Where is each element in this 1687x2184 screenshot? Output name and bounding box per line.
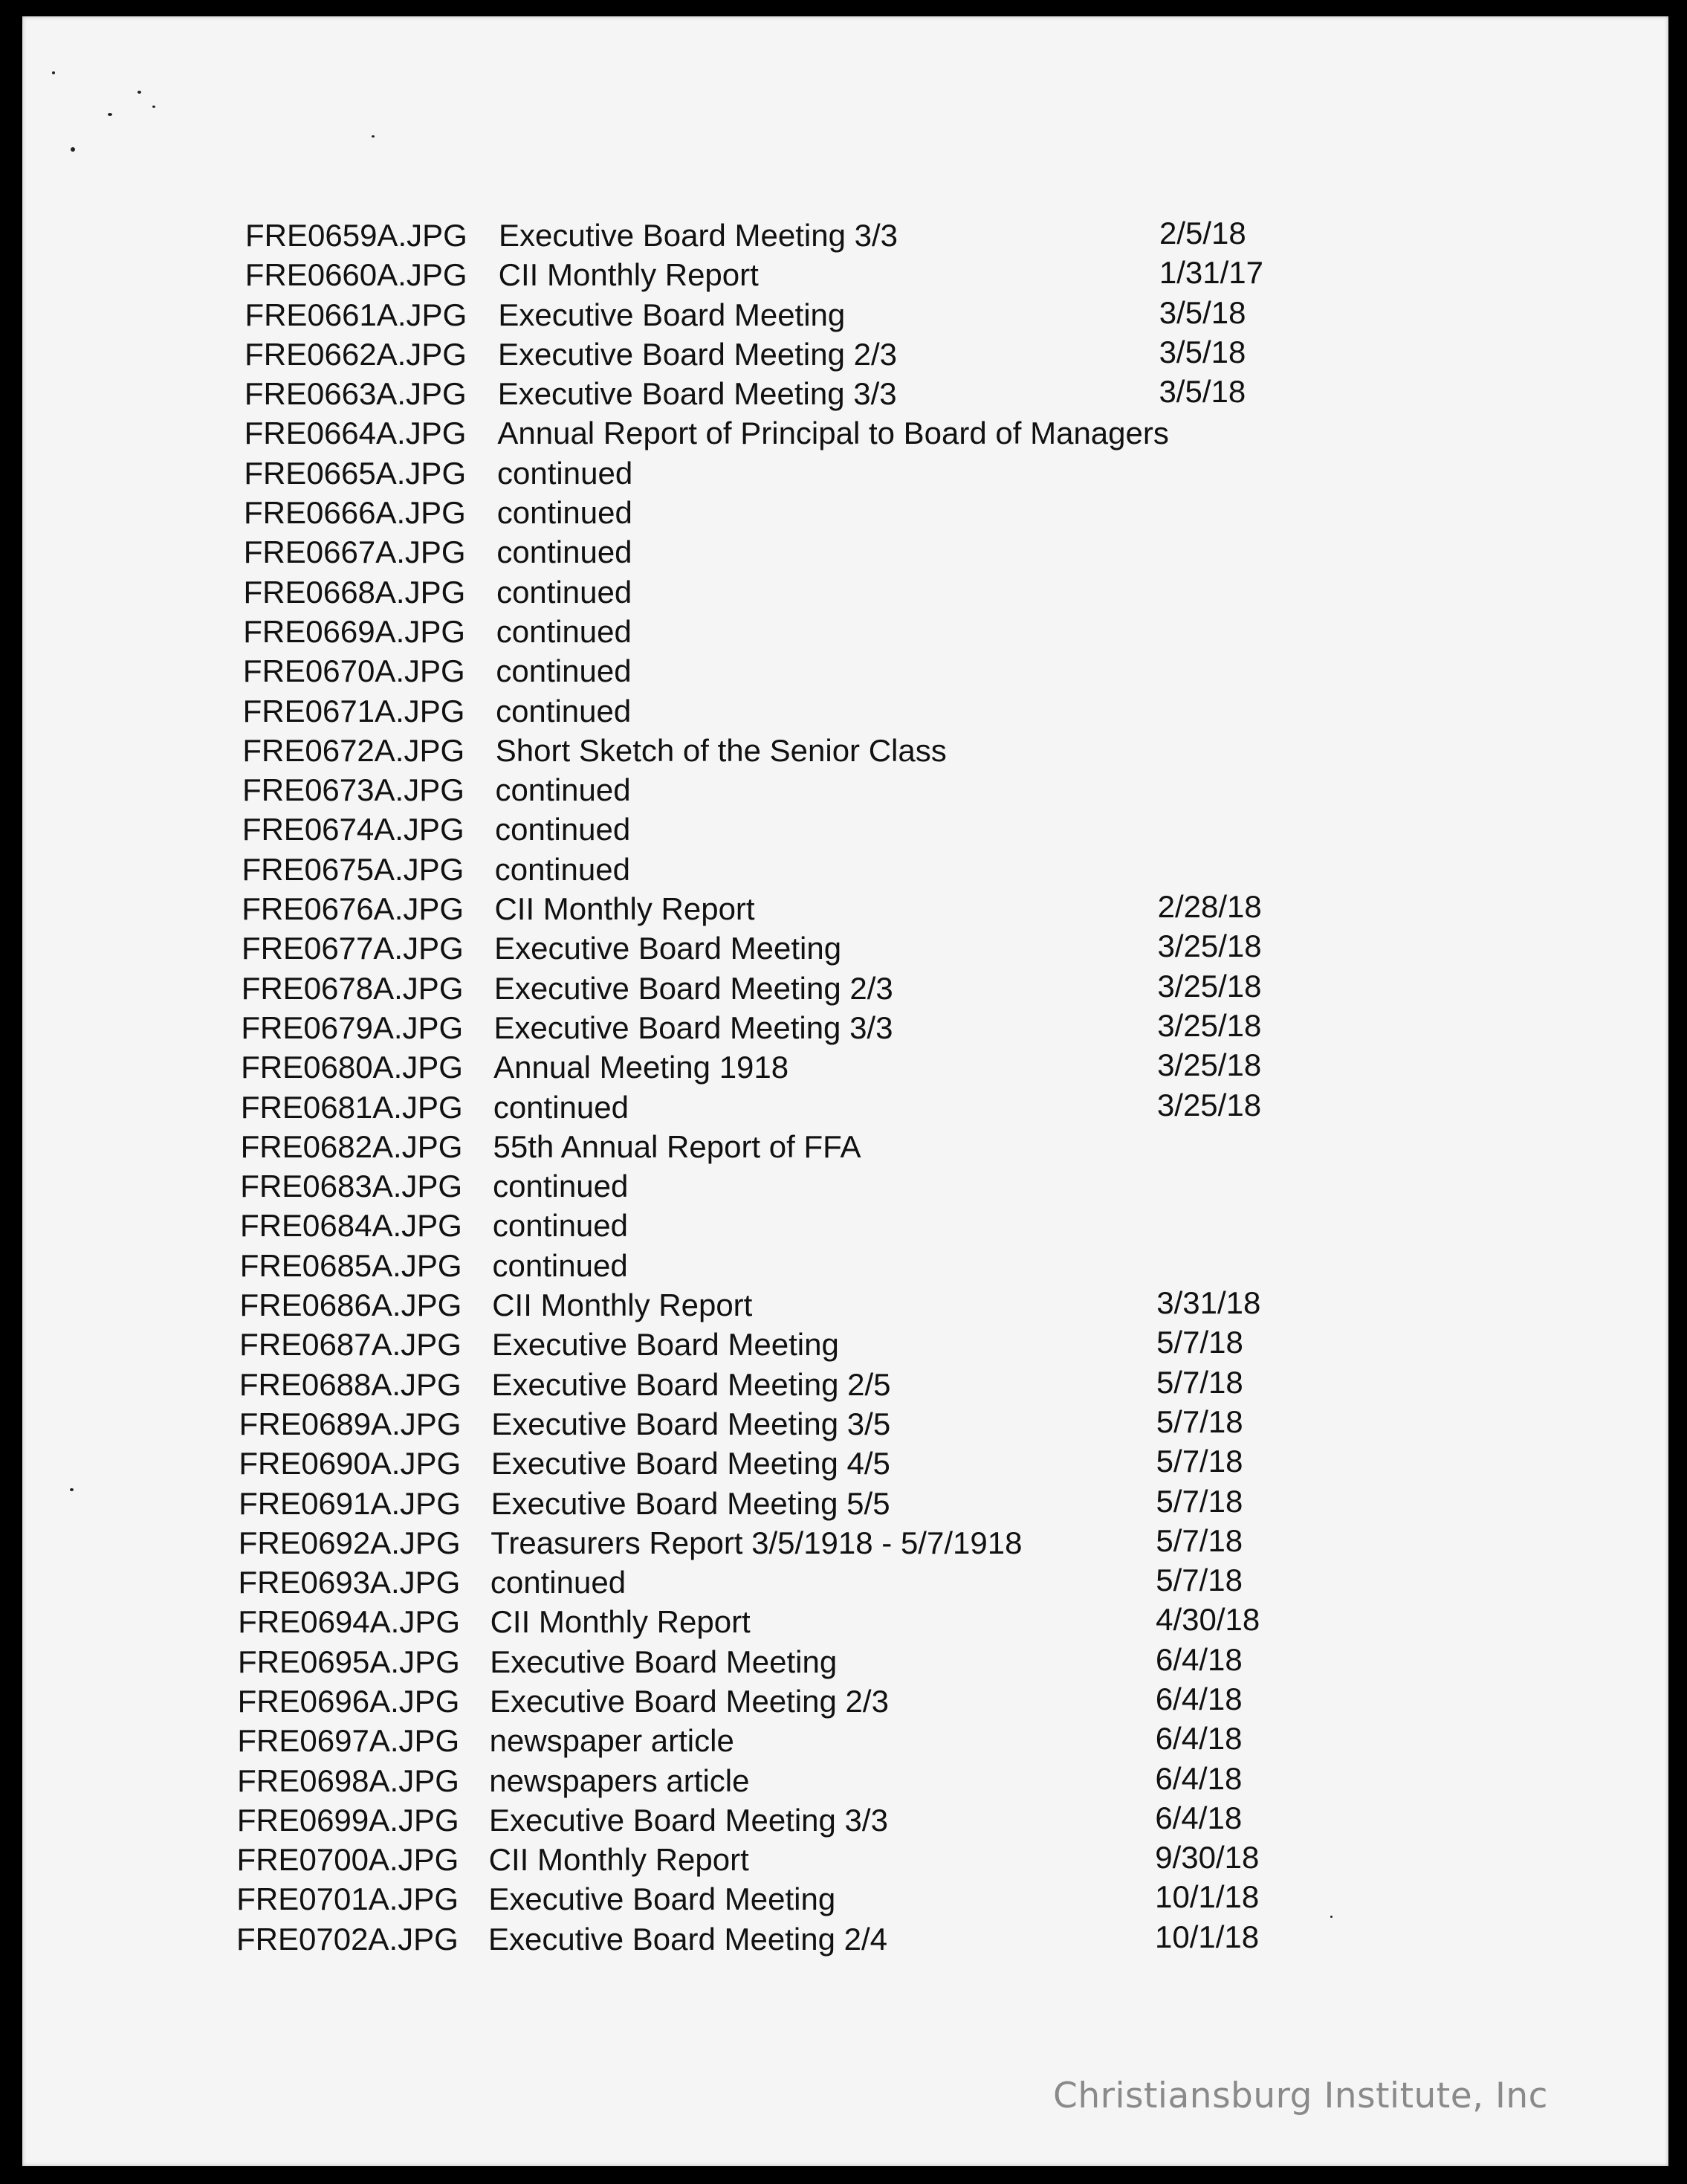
list-item bbox=[22, 1840, 1668, 1879]
list-item bbox=[22, 612, 1668, 651]
description: Executive Board Meeting 4/5 bbox=[490, 1446, 890, 1482]
list-item bbox=[22, 1444, 1668, 1483]
description: Executive Board Meeting 2/3 bbox=[489, 1683, 889, 1719]
description: continued bbox=[496, 613, 632, 649]
date: 5/7/18 bbox=[1156, 1364, 1243, 1400]
date: 3/5/18 bbox=[1159, 334, 1246, 369]
file-name: FRE0702A.JPG bbox=[236, 1921, 459, 1957]
description: CII Monthly Report bbox=[490, 1604, 751, 1640]
list-item bbox=[22, 1484, 1668, 1523]
date: 10/1/18 bbox=[1155, 1919, 1260, 1954]
date: 6/4/18 bbox=[1155, 1721, 1243, 1757]
description: continued bbox=[492, 1208, 629, 1244]
list-item bbox=[22, 691, 1668, 731]
list-item bbox=[22, 1127, 1668, 1166]
description: continued bbox=[493, 1169, 629, 1204]
date: 1/31/17 bbox=[1159, 255, 1263, 291]
file-name: FRE0693A.JPG bbox=[238, 1565, 461, 1600]
file-name: FRE0683A.JPG bbox=[240, 1169, 463, 1204]
description: Executive Board Meeting bbox=[488, 1881, 836, 1917]
file-name: FRE0670A.JPG bbox=[242, 653, 465, 689]
file-name: FRE0692A.JPG bbox=[238, 1525, 461, 1560]
description: newspapers article bbox=[489, 1763, 750, 1798]
file-name: FRE0673A.JPG bbox=[242, 772, 464, 808]
description: CII Monthly Report bbox=[498, 257, 759, 293]
description: Executive Board Meeting bbox=[491, 1327, 839, 1363]
file-name: FRE0701A.JPG bbox=[236, 1881, 459, 1917]
description: Annual Report of Principal to Board of Managers bbox=[497, 416, 1169, 451]
description: 55th Annual Report of FFA bbox=[493, 1128, 861, 1164]
file-name: FRE0682A.JPG bbox=[240, 1128, 463, 1164]
file-name: FRE0668A.JPG bbox=[243, 574, 466, 610]
list-item bbox=[22, 295, 1668, 335]
description: Executive Board Meeting 3/3 bbox=[488, 1802, 888, 1838]
file-name: FRE0666A.JPG bbox=[244, 495, 466, 531]
description: Executive Board Meeting 3/3 bbox=[497, 376, 897, 412]
list-item bbox=[22, 850, 1668, 889]
date: 6/4/18 bbox=[1155, 1681, 1243, 1716]
file-name: FRE0663A.JPG bbox=[244, 376, 467, 412]
list-item bbox=[22, 1523, 1668, 1563]
list-item bbox=[22, 1246, 1668, 1285]
description: continued bbox=[493, 1089, 629, 1125]
description: CII Monthly Report bbox=[494, 891, 755, 927]
file-name: FRE0687A.JPG bbox=[239, 1327, 462, 1363]
list-item bbox=[22, 1088, 1668, 1127]
list-item bbox=[22, 255, 1668, 294]
list-item bbox=[22, 1166, 1668, 1206]
description: Short Sketch of the Senior Class bbox=[495, 732, 947, 768]
file-name: FRE0665A.JPG bbox=[244, 455, 467, 491]
date: 5/7/18 bbox=[1156, 1563, 1243, 1598]
date: 6/4/18 bbox=[1155, 1641, 1243, 1677]
date: 3/5/18 bbox=[1159, 374, 1246, 410]
file-name: FRE0691A.JPG bbox=[239, 1485, 461, 1521]
paper-speck bbox=[372, 135, 375, 138]
list-item bbox=[22, 1602, 1668, 1641]
file-name: FRE0698A.JPG bbox=[237, 1763, 459, 1798]
file-name: FRE0659A.JPG bbox=[245, 218, 467, 253]
file-name: FRE0695A.JPG bbox=[237, 1644, 460, 1679]
date: 3/25/18 bbox=[1157, 1047, 1262, 1083]
description: Annual Meeting 1918 bbox=[493, 1050, 789, 1085]
description: Executive Board Meeting 3/3 bbox=[493, 1009, 893, 1045]
paper-speck bbox=[108, 113, 112, 116]
file-name: FRE0694A.JPG bbox=[238, 1604, 461, 1640]
file-name: FRE0684A.JPG bbox=[240, 1208, 462, 1244]
description: continued bbox=[496, 693, 632, 728]
date: 2/28/18 bbox=[1157, 889, 1262, 925]
paper-speck bbox=[137, 91, 141, 94]
list-item bbox=[22, 216, 1668, 255]
list-item bbox=[22, 1642, 1668, 1681]
description: Executive Board Meeting bbox=[490, 1644, 838, 1679]
list-item bbox=[22, 1285, 1668, 1325]
description: Executive Board Meeting 3/3 bbox=[499, 218, 898, 253]
description: Executive Board Meeting 3/5 bbox=[491, 1406, 891, 1441]
description: continued bbox=[490, 1565, 626, 1600]
list-item bbox=[22, 651, 1668, 691]
list-item bbox=[22, 928, 1668, 968]
list-item bbox=[22, 1721, 1668, 1760]
description: continued bbox=[496, 653, 632, 689]
file-name: FRE0690A.JPG bbox=[239, 1446, 462, 1482]
file-index-list bbox=[22, 216, 1668, 1959]
date: 2/5/18 bbox=[1159, 216, 1246, 251]
file-name: FRE0671A.JPG bbox=[242, 693, 465, 728]
date: 3/25/18 bbox=[1157, 1007, 1262, 1043]
list-item bbox=[22, 1206, 1668, 1245]
date: 3/25/18 bbox=[1157, 968, 1262, 1004]
description: Executive Board Meeting bbox=[498, 297, 846, 332]
description: continued bbox=[496, 534, 632, 570]
list-item bbox=[22, 532, 1668, 572]
file-name: FRE0679A.JPG bbox=[241, 1009, 464, 1045]
list-item bbox=[22, 1365, 1668, 1404]
list-item bbox=[22, 731, 1668, 770]
date: 5/7/18 bbox=[1156, 1325, 1243, 1360]
file-name: FRE0676A.JPG bbox=[242, 891, 464, 927]
file-name: FRE0664A.JPG bbox=[244, 416, 467, 451]
list-item bbox=[22, 413, 1668, 453]
description: Treasurers Report 3/5/1918 - 5/7/1918 bbox=[490, 1525, 1023, 1560]
file-name: FRE0675A.JPG bbox=[242, 851, 464, 887]
list-item bbox=[22, 1325, 1668, 1364]
list-item bbox=[22, 1879, 1668, 1919]
paper-speck bbox=[152, 106, 155, 108]
date: 4/30/18 bbox=[1156, 1602, 1260, 1638]
file-name: FRE0677A.JPG bbox=[241, 931, 464, 966]
date: 6/4/18 bbox=[1155, 1800, 1243, 1835]
list-item bbox=[22, 493, 1668, 532]
file-name: FRE0686A.JPG bbox=[239, 1288, 462, 1323]
file-name: FRE0680A.JPG bbox=[241, 1050, 463, 1085]
file-name: FRE0700A.JPG bbox=[236, 1842, 459, 1878]
file-name: FRE0699A.JPG bbox=[236, 1802, 459, 1838]
description: continued bbox=[497, 455, 633, 491]
date: 3/31/18 bbox=[1156, 1285, 1261, 1321]
date: 3/5/18 bbox=[1159, 294, 1246, 330]
file-name: FRE0681A.JPG bbox=[240, 1089, 463, 1125]
date: 6/4/18 bbox=[1155, 1760, 1243, 1796]
file-name: FRE0667A.JPG bbox=[243, 534, 466, 570]
paper-speck bbox=[52, 71, 55, 74]
description: Executive Board Meeting 5/5 bbox=[490, 1485, 890, 1521]
list-item bbox=[22, 1047, 1668, 1087]
date: 5/7/18 bbox=[1156, 1444, 1243, 1479]
list-item bbox=[22, 1919, 1668, 1959]
file-name: FRE0685A.JPG bbox=[239, 1247, 462, 1283]
file-name: FRE0660A.JPG bbox=[245, 257, 467, 293]
date: 10/1/18 bbox=[1155, 1879, 1260, 1915]
watermark: Christiansburg Institute, Inc bbox=[1053, 2075, 1548, 2116]
list-item bbox=[22, 1404, 1668, 1444]
file-name: FRE0689A.JPG bbox=[239, 1406, 462, 1441]
description: continued bbox=[496, 495, 632, 531]
list-item bbox=[22, 1008, 1668, 1047]
description: continued bbox=[494, 851, 630, 887]
description: Executive Board Meeting 2/5 bbox=[491, 1366, 891, 1402]
file-name: FRE0661A.JPG bbox=[245, 297, 467, 332]
document-page bbox=[22, 16, 1668, 2166]
date: 5/7/18 bbox=[1156, 1483, 1243, 1519]
list-item bbox=[22, 335, 1668, 374]
list-item bbox=[22, 969, 1668, 1008]
description: Executive Board Meeting 2/3 bbox=[498, 336, 897, 372]
date: 9/30/18 bbox=[1155, 1840, 1260, 1876]
list-item bbox=[22, 572, 1668, 612]
description: continued bbox=[496, 574, 632, 610]
description: Executive Board Meeting 2/4 bbox=[488, 1921, 887, 1957]
date: 3/25/18 bbox=[1156, 1087, 1262, 1122]
list-item bbox=[22, 770, 1668, 810]
paper-speck bbox=[71, 147, 75, 152]
file-name: FRE0678A.JPG bbox=[241, 970, 464, 1006]
description: continued bbox=[492, 1247, 628, 1283]
date: 5/7/18 bbox=[1156, 1522, 1243, 1558]
description: CII Monthly Report bbox=[492, 1288, 753, 1323]
file-name: FRE0674A.JPG bbox=[242, 812, 464, 847]
file-name: FRE0669A.JPG bbox=[243, 613, 466, 649]
description: Executive Board Meeting 2/3 bbox=[493, 970, 893, 1006]
description: Executive Board Meeting bbox=[494, 931, 842, 966]
date: 3/25/18 bbox=[1157, 928, 1262, 964]
list-item bbox=[22, 889, 1668, 928]
file-name: FRE0697A.JPG bbox=[237, 1723, 460, 1759]
date: 5/7/18 bbox=[1156, 1403, 1243, 1439]
list-item bbox=[22, 374, 1668, 413]
list-item bbox=[22, 810, 1668, 849]
description: continued bbox=[495, 812, 631, 847]
description: CII Monthly Report bbox=[488, 1842, 749, 1878]
file-name: FRE0688A.JPG bbox=[239, 1366, 462, 1402]
description: continued bbox=[495, 772, 631, 808]
list-item bbox=[22, 1563, 1668, 1602]
list-item bbox=[22, 1761, 1668, 1800]
description: newspaper article bbox=[489, 1723, 734, 1759]
list-item bbox=[22, 453, 1668, 493]
list-item bbox=[22, 1681, 1668, 1721]
list-item bbox=[22, 1800, 1668, 1840]
file-name: FRE0662A.JPG bbox=[245, 336, 467, 372]
file-name: FRE0696A.JPG bbox=[237, 1683, 460, 1719]
file-name: FRE0672A.JPG bbox=[242, 732, 465, 768]
